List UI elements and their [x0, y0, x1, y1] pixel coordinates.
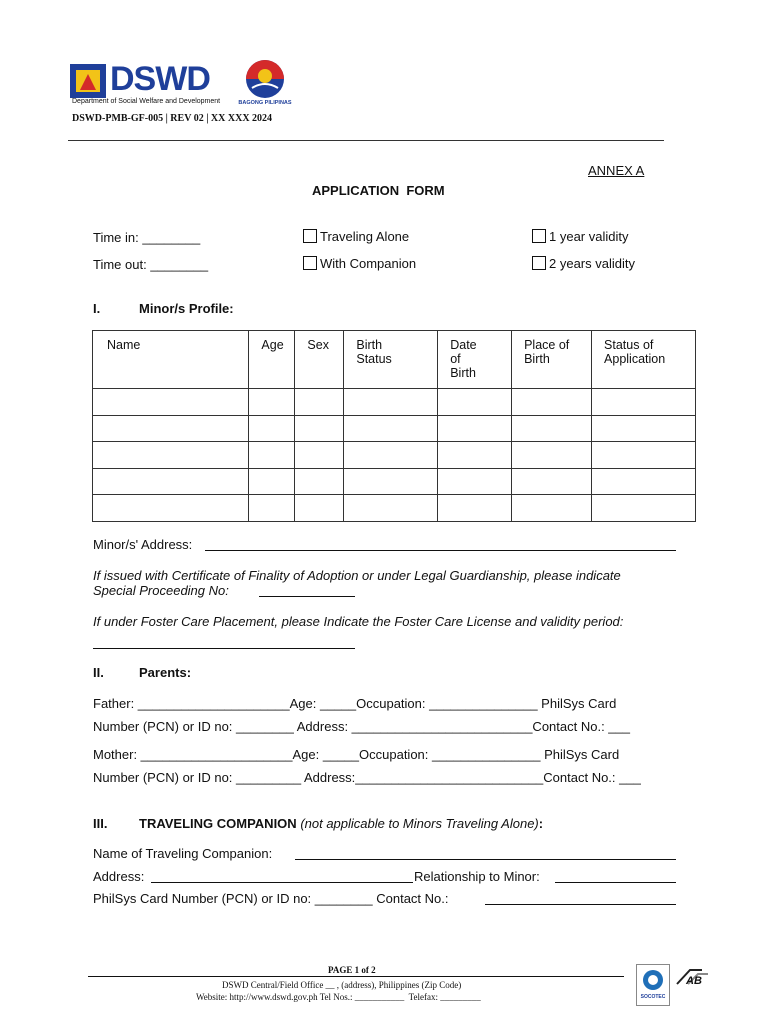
document-code: DSWD-PMB-GF-005 | REV 02 | XX XXX 2024 [72, 113, 273, 124]
seal-text: BAGONG PILIPINAS [238, 100, 292, 106]
option-one-year[interactable] [532, 229, 628, 244]
page-number: PAGE 1 of 2 [328, 965, 376, 975]
special-proceeding-input[interactable] [259, 596, 355, 597]
foster-care-text: If under Foster Care Placement, please Indicate the Foster Care License and validity period: [93, 614, 624, 629]
one-year-checkbox[interactable] [532, 229, 546, 243]
socotec-certification-badge [636, 964, 670, 1006]
traveling-alone-checkbox[interactable] [303, 229, 317, 243]
section2-number: II. [93, 665, 104, 680]
section3-heading [139, 816, 543, 831]
minors-profile-table [92, 330, 696, 522]
dswd-emblem-icon [70, 64, 106, 98]
companion-contact-input[interactable] [485, 904, 676, 905]
special-proceeding-label: Special Proceeding No: [93, 583, 229, 598]
table-row[interactable] [93, 389, 696, 416]
companion-address-label: Address: [93, 869, 145, 884]
dswd-logo [70, 62, 220, 110]
father-line-2[interactable]: Number (PCN) or ID no: ________ Address: _________________________Contact No.: ___ [93, 719, 630, 734]
mother-line-1[interactable]: Mother: _____________________Age: _____Occupation: _______________ PhilSys Card [93, 747, 620, 762]
option-with-companion[interactable] [303, 256, 416, 271]
option-traveling-alone[interactable] [303, 229, 409, 244]
companion-name-input[interactable] [295, 859, 676, 860]
column-header-text: Place of Birth [524, 338, 570, 366]
two-years-label: 2 years validity [549, 256, 635, 271]
column-header [438, 331, 512, 389]
traveling-alone-label: Traveling Alone [320, 229, 410, 244]
table-header-row [93, 331, 696, 389]
column-header-text: Status of Application [604, 338, 666, 366]
annex-label: ANNEX A [588, 163, 645, 178]
ab-text: AB [686, 975, 702, 987]
time-out-field[interactable]: Time out: ________ [93, 257, 209, 272]
with-companion-label: With Companion [320, 256, 417, 271]
ab-accreditation-badge [674, 966, 710, 1006]
column-header: Age [249, 331, 295, 389]
dswd-logo-text: DSWD [110, 60, 210, 98]
column-header [344, 331, 438, 389]
column-header-text: Birth Status [356, 338, 392, 366]
column-header-text: Date of Birth [450, 338, 477, 380]
dswd-logo-subtext: Department of Social Welfare and Development [72, 98, 221, 105]
socotec-text: SOCOTEC [640, 994, 666, 1000]
section3-note: (not applicable to Minors Traveling Alone) [300, 816, 539, 831]
footer-office: DSWD Central/Field Office __ , (address), Philippines (Zip Code) [222, 980, 462, 990]
relationship-input[interactable] [555, 882, 676, 883]
section2-title: Parents: [139, 665, 192, 680]
section3-title: TRAVELING COMPANION [139, 816, 297, 831]
section3-colon: : [538, 816, 544, 831]
section1-title: Minor/s Profile: [139, 301, 234, 316]
column-header [592, 331, 696, 389]
header-divider [68, 140, 664, 141]
table-row[interactable] [93, 468, 696, 495]
footer-divider [88, 976, 624, 977]
option-two-years[interactable] [532, 256, 635, 271]
certification-icon [637, 967, 669, 993]
footer-contact: Website: http://www.dswd.gov.ph Tel Nos.: ___________ Telefax: _________ [196, 992, 481, 1002]
two-years-checkbox[interactable] [532, 256, 546, 270]
foster-care-input[interactable] [93, 648, 355, 649]
companion-name-label: Name of Traveling Companion: [93, 846, 273, 861]
section1-number: I. [93, 301, 101, 316]
companion-pcn-label[interactable]: PhilSys Card Number (PCN) or ID no: ________ Contact No.: [93, 891, 449, 906]
bagong-pilipinas-seal [236, 58, 294, 110]
form-title: APPLICATION FORM [312, 183, 445, 198]
minors-address-input[interactable] [205, 550, 676, 551]
table-row[interactable] [93, 442, 696, 469]
seal-icon [236, 58, 294, 100]
time-in-field[interactable]: Time in: ________ [93, 230, 201, 245]
minors-address-label: Minor/s' Address: [93, 537, 193, 552]
adoption-text: If issued with Certificate of Finality of Adoption or under Legal Guardianship, please indicate [93, 568, 621, 583]
mother-line-2[interactable]: Number (PCN) or ID no: _________ Address:__________________________Contact No.: ___ [93, 770, 641, 785]
column-header: Sex [295, 331, 344, 389]
father-line-1[interactable]: Father: _____________________Age: _____Occupation: _______________ PhilSys Card [93, 696, 617, 711]
table-row[interactable] [93, 415, 696, 442]
relationship-label: Relationship to Minor: [414, 869, 540, 884]
column-header: Name [93, 331, 249, 389]
companion-address-input[interactable] [151, 882, 413, 883]
one-year-label: 1 year validity [549, 229, 629, 244]
table-row[interactable] [93, 495, 696, 522]
with-companion-checkbox[interactable] [303, 256, 317, 270]
column-header [512, 331, 592, 389]
section3-number: III. [93, 816, 108, 831]
